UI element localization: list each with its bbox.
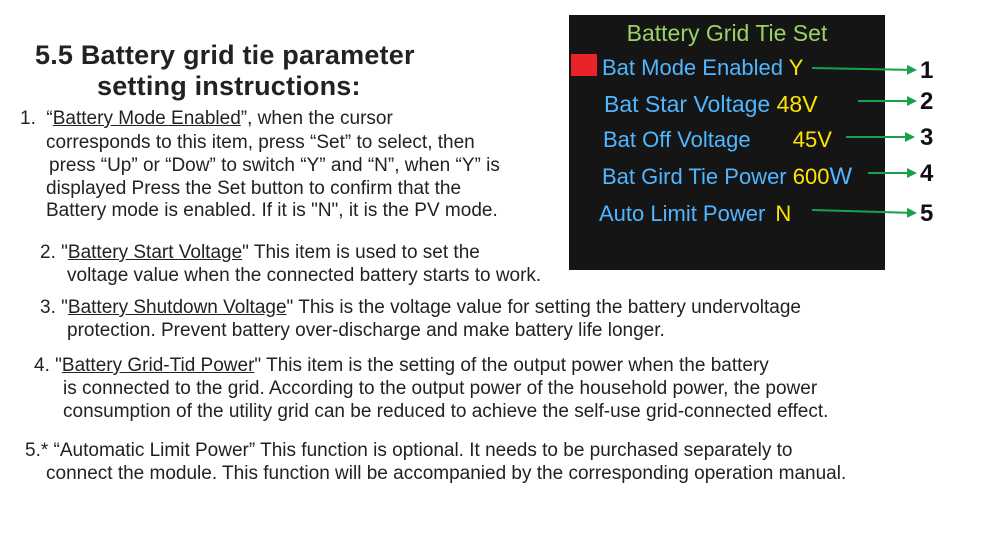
item-3-line2: protection. Prevent battery over-discharge and make battery life longer. (67, 320, 665, 341)
item-1-text: ”, when the cursor (240, 108, 393, 129)
lcd-row-unit: W (829, 163, 853, 190)
lcd-row-bat-start-voltage (604, 91, 818, 118)
item-3-line1 (40, 297, 801, 319)
item-3-quote-open: " (61, 297, 68, 318)
section-heading-line1: 5.5 Battery grid tie parameter (35, 40, 415, 70)
lcd-row-label: Bat Star Voltage (604, 91, 771, 117)
item-4-line3: consumption of the utility grid can be reduced to achieve the self-use grid-connected effect. (63, 401, 829, 422)
lcd-row-unit: V (802, 91, 818, 117)
item-1-title: Battery Mode Enabled (52, 108, 241, 129)
lcd-title: Battery Grid Tie Set (626, 20, 828, 46)
lcd-cursor-marker (571, 54, 597, 76)
lcd-row-label: Bat Off Voltage (603, 127, 751, 152)
item-4-line2: is connected to the grid. According to the output power of the household power, the power (63, 378, 818, 399)
lcd-row-value: N (775, 201, 792, 226)
item-2-quote-open: " (61, 242, 68, 263)
item-5-line2: connect the module. This function will be accompanied by the corresponding operation manual. (46, 463, 847, 484)
item-2-text: " This item is used to set the (242, 242, 480, 263)
item-1-line4: displayed Press the Set button to confirm that the (46, 178, 462, 199)
lcd-row-bat-grid-tie-power (602, 163, 852, 191)
lcd-row-value: 600 (792, 164, 830, 189)
item-1-line3: press “Up” or “Dow” to switch “Y” and “N”, when “Y” is (49, 155, 500, 176)
lcd-row-auto-limit-power (599, 201, 791, 227)
item-1-line5: Battery mode is enabled. If it is "N", it is the PV mode. (46, 200, 498, 221)
lcd-row-bat-off-voltage (603, 127, 832, 153)
item-5-text: “Automatic Limit Power” This function is optional. It needs to be purchased separately to (53, 440, 793, 461)
item-4-number: 4. (34, 355, 50, 376)
item-5-number: 5.* (25, 440, 49, 461)
item-2-line1 (40, 242, 480, 264)
lcd-row-value: 45 (792, 127, 818, 152)
item-5-line1 (25, 440, 792, 462)
item-4-quote-open: " (55, 355, 62, 376)
callout-number-3: 3 (920, 124, 934, 151)
item-4-line1 (34, 355, 769, 377)
item-4-title: Battery Grid-Tid Power (61, 355, 255, 376)
item-1-number: 1. (20, 108, 36, 129)
lcd-row-label: Bat Gird Tie Power (602, 164, 787, 189)
lcd-screen (569, 15, 885, 270)
lcd-row-label: Bat Mode Enabled (602, 55, 784, 80)
callout-number-4: 4 (920, 160, 934, 187)
item-3-text: " This is the voltage value for setting the battery undervoltage (286, 297, 801, 318)
callout-number-1: 1 (920, 57, 934, 84)
lcd-row-value: 48 (776, 91, 803, 117)
callout-number-5: 5 (920, 200, 934, 227)
callout-number-2: 2 (920, 88, 934, 115)
item-3-title: Battery Shutdown Voltage (67, 297, 287, 318)
item-1-quote-open: “ (46, 108, 53, 129)
item-3-number: 3. (40, 297, 56, 318)
lcd-row-unit: V (817, 127, 832, 152)
item-4-text: " This item is the setting of the output power when the battery (254, 355, 769, 376)
item-2-number: 2. (40, 242, 56, 263)
section-heading-line2: setting instructions: (97, 71, 361, 101)
lcd-row-value: Y (788, 55, 804, 80)
lcd-row-label: Auto Limit Power (599, 201, 766, 226)
item-1-line2: corresponds to this item, press “Set” to select, then (46, 132, 475, 153)
item-2-line2: voltage value when the connected battery starts to work. (67, 265, 542, 286)
item-2-title: Battery Start Voltage (67, 242, 243, 263)
item-1-line1 (20, 108, 393, 130)
lcd-row-bat-mode (602, 55, 803, 81)
